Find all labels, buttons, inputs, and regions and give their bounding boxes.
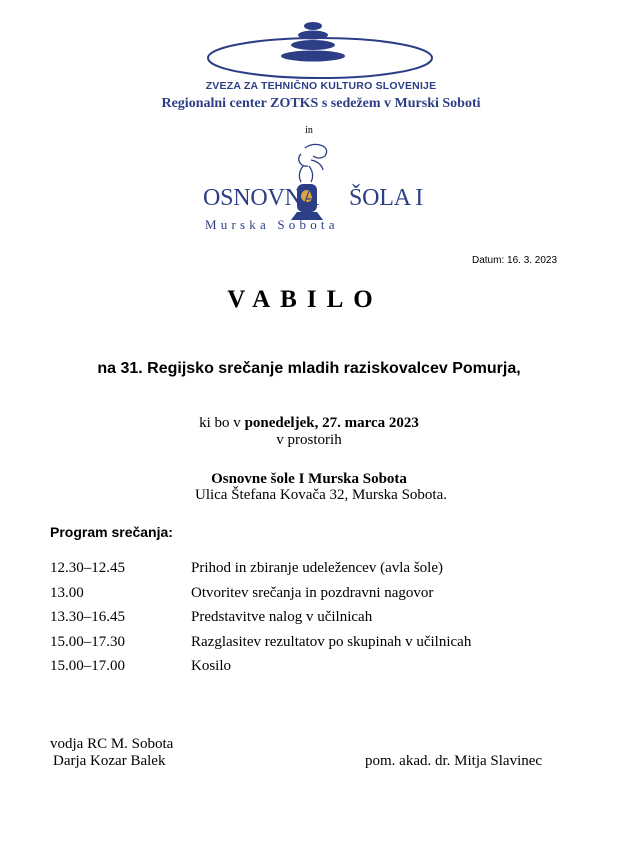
signature-left-name: Darja Kozar Balek bbox=[53, 753, 166, 769]
school-city: Murska Sobota bbox=[205, 217, 339, 232]
program-activity: Prihod in zbiranje udeležencev (avla šole) bbox=[191, 560, 443, 576]
school-name-part1: OSNOVNA bbox=[203, 185, 319, 211]
program-activity: Kosilo bbox=[191, 658, 232, 674]
program-list bbox=[50, 560, 471, 683]
program-time: 13.30–16.45 bbox=[50, 609, 125, 625]
program-activity: Otvoritev srečanja in pozdravni nagovor bbox=[191, 584, 434, 601]
program-heading: Program srečanja: bbox=[50, 524, 173, 540]
event-date: ponedeljek, 27. marca 2023 bbox=[244, 415, 419, 431]
program-row bbox=[50, 585, 471, 610]
event-when-prefix: ki bo v bbox=[199, 415, 245, 431]
program-row bbox=[50, 658, 471, 683]
school-name bbox=[203, 185, 423, 212]
program-row bbox=[50, 609, 471, 634]
program-row bbox=[50, 634, 471, 659]
zotks-logo bbox=[205, 20, 435, 82]
event-subtitle: na 31. Regijsko srečanje mladih raziskovalcev Pomurja, bbox=[97, 360, 521, 377]
program-time: 15.00–17.00 bbox=[50, 658, 125, 674]
school-name-part2: ŠOLA I bbox=[348, 185, 424, 211]
program-time: 15.00–17.30 bbox=[50, 633, 125, 650]
signature-right-name: pom. akad. dr. Mitja Slavinec bbox=[365, 753, 543, 769]
venue-name: Osnovne šole I Murska Sobota bbox=[211, 471, 407, 487]
venue-address: Ulica Štefana Kovača 32, Murska Sobota. bbox=[194, 487, 447, 503]
program-activity: Razglasitev rezultatov po skupinah v učilnicah bbox=[191, 633, 472, 650]
program-row bbox=[50, 560, 471, 585]
program-time: 12.30–12.45 bbox=[50, 560, 125, 576]
invitation-title: VABILO bbox=[227, 286, 383, 313]
org-name: ZVEZA ZA TEHNIČNO KULTURO SLOVENIJE bbox=[205, 80, 437, 92]
event-where: v prostorih bbox=[276, 432, 342, 448]
event-when bbox=[0, 415, 618, 432]
conjunction: in bbox=[305, 125, 313, 136]
program-time: 13.00 bbox=[50, 584, 84, 601]
program-activity: Predstavitve nalog v učilnicah bbox=[191, 609, 373, 625]
regional-center: Regionalni center ZOTKS s sedežem v Murski Soboti bbox=[161, 96, 481, 111]
document-date: Datum: 16. 3. 2023 bbox=[472, 255, 558, 266]
signature-left-role: vodja RC M. Sobota bbox=[50, 736, 174, 752]
